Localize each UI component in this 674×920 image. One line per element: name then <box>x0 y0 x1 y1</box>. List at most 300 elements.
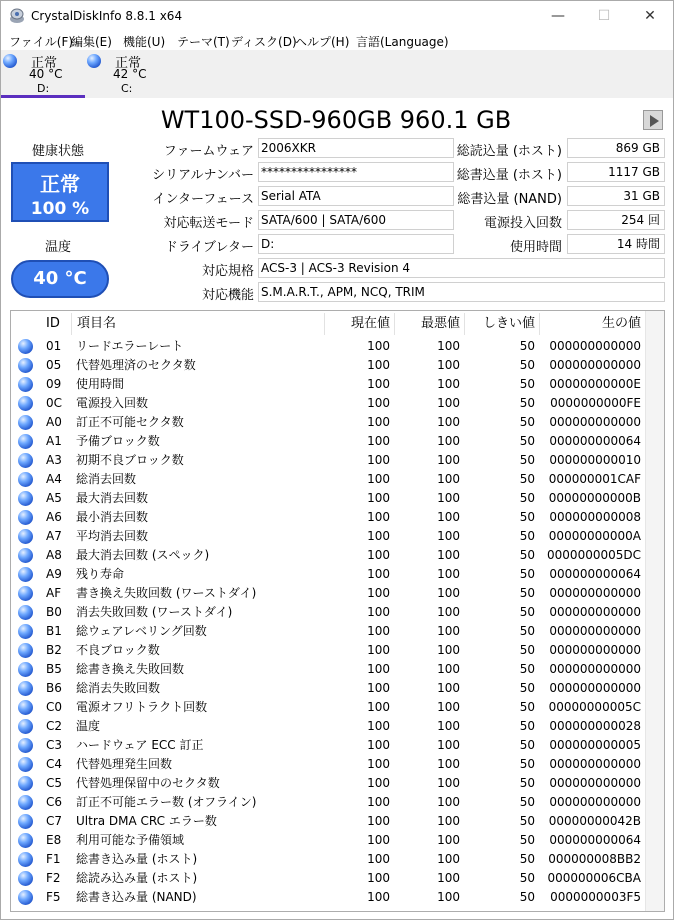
menu-help[interactable]: ヘルプ(H) <box>295 35 350 49</box>
attribute-id: A4 <box>46 472 62 486</box>
table-row[interactable] <box>11 394 665 413</box>
status-good-icon <box>18 700 33 715</box>
attribute-name: 最大消去回数 <box>76 491 149 505</box>
attribute-id: 09 <box>46 377 62 391</box>
table-row[interactable] <box>11 375 665 394</box>
minimize-button[interactable] <box>535 1 581 31</box>
table-row[interactable] <box>11 717 665 736</box>
table-row[interactable] <box>11 774 665 793</box>
status-good-icon <box>18 624 33 639</box>
table-row[interactable] <box>11 508 665 527</box>
worst-value: 100 <box>437 453 460 467</box>
attribute-name: 予備ブロック数 <box>76 434 160 448</box>
status-good-icon <box>18 757 33 772</box>
current-value: 100 <box>367 776 390 790</box>
current-value: 100 <box>367 453 390 467</box>
threshold-value: 50 <box>519 491 535 505</box>
attribute-name: 総読み込み量 (ホスト) <box>76 871 198 885</box>
features-label: 対応機能 <box>201 288 254 303</box>
current-value: 100 <box>367 719 390 733</box>
window-title: CrystalDiskInfo 8.8.1 x64 <box>31 9 183 23</box>
attribute-name: 最小消去回数 <box>76 510 149 524</box>
menu-bar <box>0 30 674 50</box>
raw-value: 00000000000B <box>548 491 641 505</box>
current-value: 100 <box>367 358 390 372</box>
attribute-name: 訂正不可能エラー数 (オフライン) <box>76 795 257 809</box>
attribute-id: B0 <box>46 605 62 619</box>
table-row[interactable] <box>11 869 665 888</box>
status-good-icon <box>18 871 33 886</box>
raw-value: 000000000000 <box>549 757 641 771</box>
attribute-name: 利用可能な予備領域 <box>76 833 185 847</box>
current-value: 100 <box>367 586 390 600</box>
status-good-icon <box>18 548 33 563</box>
nand-writes-value: 31 GB <box>567 186 665 206</box>
table-row[interactable] <box>11 565 665 584</box>
drive-letter: C: <box>121 82 133 95</box>
table-row[interactable] <box>11 641 665 660</box>
worst-value: 100 <box>437 434 460 448</box>
current-value: 100 <box>367 833 390 847</box>
header-current[interactable]: 現在値 <box>324 313 394 335</box>
status-good-icon <box>18 605 33 620</box>
table-row[interactable] <box>11 850 665 869</box>
serial-label: シリアルナンバー <box>152 168 254 183</box>
current-value: 100 <box>367 643 390 657</box>
worst-value: 100 <box>437 852 460 866</box>
header-worst[interactable]: 最悪値 <box>394 313 464 335</box>
status-good-icon <box>87 54 101 68</box>
table-row[interactable] <box>11 470 665 489</box>
attribute-name: 総書き込み量 (ホスト) <box>76 852 198 866</box>
table-row[interactable] <box>11 584 665 603</box>
status-good-icon <box>18 738 33 753</box>
menu-function[interactable]: 機能(U) <box>123 35 166 49</box>
status-good-icon <box>18 776 33 791</box>
threshold-value: 50 <box>519 453 535 467</box>
status-good-icon <box>18 567 33 582</box>
attribute-id: A8 <box>46 548 62 562</box>
raw-value: 000000000064 <box>549 833 641 847</box>
status-good-icon <box>18 719 33 734</box>
attribute-id: C2 <box>46 719 63 733</box>
worst-value: 100 <box>437 415 460 429</box>
current-value: 100 <box>367 567 390 581</box>
status-good-icon <box>18 510 33 525</box>
raw-value: 000000000000 <box>549 339 641 353</box>
attribute-id: A5 <box>46 491 62 505</box>
attribute-id: A9 <box>46 567 62 581</box>
transfer-label: 対応転送モード <box>163 216 254 231</box>
attribute-name: 訂正不可能セクタ数 <box>76 415 184 429</box>
menu-file[interactable]: ファイル(F) <box>9 35 74 49</box>
raw-value: 000000000028 <box>549 719 641 733</box>
power-on-count-value: 254 回 <box>567 210 665 230</box>
attribute-id: C7 <box>46 814 63 828</box>
attribute-name: 電源投入回数 <box>76 396 149 410</box>
threshold-value: 50 <box>519 548 535 562</box>
raw-value: 000000000000 <box>549 358 641 372</box>
worst-value: 100 <box>437 833 460 847</box>
worst-value: 100 <box>437 643 460 657</box>
threshold-value: 50 <box>519 567 535 581</box>
threshold-value: 50 <box>519 795 535 809</box>
raw-value: 00000000005C <box>548 700 641 714</box>
status-good-icon <box>18 833 33 848</box>
worst-value: 100 <box>437 662 460 676</box>
current-value: 100 <box>367 491 390 505</box>
raw-value: 000000006CBA <box>547 871 641 885</box>
raw-value: 000000000010 <box>549 453 641 467</box>
drive-temp: 42 °C <box>113 67 147 81</box>
current-value: 100 <box>367 852 390 866</box>
attribute-name: 書き換え失敗回数 (ワーストダイ) <box>76 586 257 600</box>
attribute-name: Ultra DMA CRC エラー数 <box>76 814 217 828</box>
status-good-icon <box>18 890 33 905</box>
attribute-id: A7 <box>46 529 62 543</box>
attribute-name: 総消去回数 <box>76 472 137 486</box>
attribute-id: 0C <box>46 396 63 410</box>
worst-value: 100 <box>437 339 460 353</box>
attribute-id: A1 <box>46 434 62 448</box>
attribute-name: 最大消去回数 (スペック) <box>76 548 210 562</box>
menu-language[interactable]: 言語(Language) <box>356 35 449 49</box>
status-good-icon <box>3 54 17 68</box>
firmware-value: 2006XKR <box>258 138 454 158</box>
current-value: 100 <box>367 757 390 771</box>
attribute-id: A3 <box>46 453 62 467</box>
current-value: 100 <box>367 396 390 410</box>
menu-edit[interactable]: 編集(E) <box>71 35 112 49</box>
threshold-value: 50 <box>519 339 535 353</box>
header-id[interactable]: ID <box>46 316 60 331</box>
table-row[interactable] <box>11 755 665 774</box>
attribute-id: 01 <box>46 339 62 353</box>
drive-status: 正常 <box>31 56 58 71</box>
status-good-icon <box>18 795 33 810</box>
health-percent: 100 % <box>30 199 90 219</box>
table-row[interactable] <box>11 888 665 907</box>
close-button[interactable] <box>627 1 673 31</box>
attribute-id: B1 <box>46 624 62 638</box>
attribute-id: F1 <box>46 852 61 866</box>
drive-tab-bar <box>0 50 674 98</box>
raw-value: 000000000005 <box>549 738 641 752</box>
attribute-name: 総ウェアレベリング回数 <box>76 624 207 638</box>
table-row[interactable] <box>11 603 665 622</box>
raw-value: 000000000000 <box>549 415 641 429</box>
current-value: 100 <box>367 662 390 676</box>
attribute-id: F2 <box>46 871 61 885</box>
attribute-name: 不良ブロック数 <box>76 643 160 657</box>
table-row[interactable] <box>11 527 665 546</box>
header-name[interactable]: 項目名 <box>71 313 323 335</box>
standard-value: ACS-3 | ACS-3 Revision 4 <box>258 258 665 278</box>
host-writes-label: 総書込量 (ホスト) <box>456 168 562 183</box>
threshold-value: 50 <box>519 529 535 543</box>
worst-value: 100 <box>437 681 460 695</box>
table-row[interactable] <box>11 622 665 641</box>
status-good-icon <box>18 586 33 601</box>
power-on-count-label: 電源投入回数 <box>483 216 562 231</box>
current-value: 100 <box>367 700 390 714</box>
raw-value: 000000000064 <box>549 434 641 448</box>
power-on-hours-label: 使用時間 <box>509 240 562 255</box>
current-value: 100 <box>367 434 390 448</box>
attribute-name: 総消去失敗回数 <box>76 681 161 695</box>
raw-value: 000000000064 <box>549 567 641 581</box>
app-icon <box>9 8 25 24</box>
attribute-id: B2 <box>46 643 62 657</box>
worst-value: 100 <box>437 491 460 505</box>
raw-value: 000000000000 <box>549 586 641 600</box>
attribute-name: 消去失敗回数 (ワーストダイ) <box>76 605 233 619</box>
table-row[interactable] <box>11 489 665 508</box>
worst-value: 100 <box>437 548 460 562</box>
drive-letter: D: <box>37 82 50 95</box>
raw-value: 0000000003F5 <box>550 890 641 904</box>
maximize-button[interactable] <box>581 1 627 31</box>
worst-value: 100 <box>437 719 460 733</box>
table-row[interactable] <box>11 698 665 717</box>
worst-value: 100 <box>437 567 460 581</box>
threshold-value: 50 <box>519 852 535 866</box>
worst-value: 100 <box>437 700 460 714</box>
attribute-name: 初期不良ブロック数 <box>76 453 184 467</box>
smart-table[interactable] <box>10 310 665 912</box>
table-row[interactable] <box>11 451 665 470</box>
current-value: 100 <box>367 472 390 486</box>
worst-value: 100 <box>437 586 460 600</box>
worst-value: 100 <box>437 396 460 410</box>
threshold-value: 50 <box>519 681 535 695</box>
status-good-icon <box>18 358 33 373</box>
table-row[interactable] <box>11 793 665 812</box>
attribute-id: C3 <box>46 738 63 752</box>
attribute-id: 05 <box>46 358 62 372</box>
transfer-value: SATA/600 | SATA/600 <box>258 210 454 230</box>
worst-value: 100 <box>437 472 460 486</box>
worst-value: 100 <box>437 624 460 638</box>
worst-value: 100 <box>437 890 460 904</box>
minimize-icon: — <box>551 8 565 24</box>
threshold-value: 50 <box>519 738 535 752</box>
next-drive-button[interactable] <box>643 110 663 130</box>
main-panel <box>0 98 674 920</box>
threshold-value: 50 <box>519 757 535 771</box>
worst-value: 100 <box>437 605 460 619</box>
firmware-label: ファームウェア <box>163 144 254 159</box>
host-reads-value: 869 GB <box>567 138 665 158</box>
table-row[interactable] <box>11 660 665 679</box>
threshold-value: 50 <box>519 358 535 372</box>
current-value: 100 <box>367 529 390 543</box>
threshold-value: 50 <box>519 833 535 847</box>
health-status-button[interactable] <box>11 162 109 222</box>
current-value: 100 <box>367 814 390 828</box>
worst-value: 100 <box>437 738 460 752</box>
maximize-icon: ☐ <box>597 8 611 24</box>
attribute-id: A0 <box>46 415 62 429</box>
health-status: 正常 <box>40 172 80 196</box>
raw-value: 00000000000E <box>549 377 641 391</box>
threshold-value: 50 <box>519 434 535 448</box>
current-value: 100 <box>367 548 390 562</box>
raw-value: 00000000000A <box>548 529 641 543</box>
worst-value: 100 <box>437 529 460 543</box>
attribute-id: B5 <box>46 662 62 676</box>
worst-value: 100 <box>437 377 460 391</box>
status-good-icon <box>18 491 33 506</box>
drive-tab-d[interactable] <box>1 50 85 98</box>
current-value: 100 <box>367 624 390 638</box>
worst-value: 100 <box>437 510 460 524</box>
threshold-value: 50 <box>519 586 535 600</box>
raw-value: 000000001CAF <box>548 472 641 486</box>
table-row[interactable] <box>11 679 665 698</box>
attribute-name: 代替処理済のセクタ数 <box>76 358 196 372</box>
current-value: 100 <box>367 738 390 752</box>
nand-writes-label: 総書込量 (NAND) <box>457 192 562 207</box>
table-row[interactable] <box>11 432 665 451</box>
header-raw[interactable]: 生の値 <box>539 313 645 335</box>
raw-value: 000000000000 <box>549 795 641 809</box>
worst-value: 100 <box>437 814 460 828</box>
current-value: 100 <box>367 681 390 695</box>
status-good-icon <box>18 852 33 867</box>
status-good-icon <box>18 529 33 544</box>
worst-value: 100 <box>437 776 460 790</box>
attribute-id: AF <box>46 586 62 600</box>
raw-value: 000000000000 <box>549 681 641 695</box>
status-good-icon <box>18 643 33 658</box>
attribute-id: A6 <box>46 510 62 524</box>
status-good-icon <box>18 396 33 411</box>
table-row[interactable] <box>11 546 665 565</box>
raw-value: 000000000000 <box>549 605 641 619</box>
status-good-icon <box>18 662 33 677</box>
attribute-name: 総書き込み量 (NAND) <box>76 890 197 904</box>
raw-value: 000000000000 <box>549 662 641 676</box>
threshold-value: 50 <box>519 719 535 733</box>
menu-theme[interactable]: テーマ(T) <box>177 35 230 49</box>
raw-value: 0000000000FE <box>550 396 641 410</box>
threshold-value: 50 <box>519 605 535 619</box>
status-good-icon <box>18 814 33 829</box>
features-value: S.M.A.R.T., APM, NCQ, TRIM <box>258 282 665 302</box>
worst-value: 100 <box>437 871 460 885</box>
attribute-name: 残り寿命 <box>76 567 125 581</box>
power-on-hours-value: 14 時間 <box>567 234 665 254</box>
table-row[interactable] <box>11 413 665 432</box>
threshold-value: 50 <box>519 396 535 410</box>
drive-temp: 40 °C <box>29 67 63 81</box>
threshold-value: 50 <box>519 643 535 657</box>
standard-label: 対応規格 <box>201 264 254 279</box>
threshold-value: 50 <box>519 377 535 391</box>
current-value: 100 <box>367 377 390 391</box>
worst-value: 100 <box>437 757 460 771</box>
raw-value: 000000000008 <box>549 510 641 524</box>
threshold-value: 50 <box>519 814 535 828</box>
interface-label: インターフェース <box>152 192 254 207</box>
status-good-icon <box>18 339 33 354</box>
attribute-name: ハードウェア ECC 訂正 <box>76 738 204 752</box>
raw-value: 00000000042B <box>548 814 641 828</box>
current-value: 100 <box>367 795 390 809</box>
health-label: 健康状態 <box>31 144 84 159</box>
attribute-name: 平均消去回数 <box>76 529 149 543</box>
drive-letter-value: D: <box>258 234 454 254</box>
table-row[interactable] <box>11 356 665 375</box>
host-writes-value: 1117 GB <box>567 162 665 182</box>
table-row[interactable] <box>11 337 665 356</box>
interface-value: Serial ATA <box>258 186 454 206</box>
drive-tab-c[interactable] <box>85 50 169 98</box>
status-good-icon <box>18 415 33 430</box>
attribute-id: C6 <box>46 795 63 809</box>
drive-status: 正常 <box>115 56 142 71</box>
current-value: 100 <box>367 339 390 353</box>
menu-disk[interactable]: ディスク(D) <box>231 35 297 49</box>
attribute-id: C0 <box>46 700 63 714</box>
current-value: 100 <box>367 871 390 885</box>
temperature-button[interactable]: 40 °C <box>11 260 109 298</box>
attribute-name: 代替処理発生回数 <box>76 757 173 771</box>
table-row[interactable] <box>11 736 665 755</box>
smart-table-header <box>11 313 665 335</box>
attribute-id: E8 <box>46 833 62 847</box>
header-threshold[interactable]: しきい値 <box>464 313 539 335</box>
current-value: 100 <box>367 890 390 904</box>
current-value: 100 <box>367 510 390 524</box>
threshold-value: 50 <box>519 662 535 676</box>
drive-letter-label: ドライブレター <box>164 240 254 255</box>
title-bar <box>0 0 674 30</box>
threshold-value: 50 <box>519 624 535 638</box>
attribute-name: 総書き換え失敗回数 <box>76 662 185 676</box>
status-good-icon <box>18 377 33 392</box>
attribute-id: C4 <box>46 757 63 771</box>
raw-value: 000000008BB2 <box>548 852 641 866</box>
temperature-label: 温度 <box>44 240 71 255</box>
raw-value: 000000000000 <box>549 643 641 657</box>
status-good-icon <box>18 472 33 487</box>
raw-value: 000000000000 <box>549 624 641 638</box>
attribute-name: 電源オフリトラクト回数 <box>76 700 208 714</box>
close-icon: ✕ <box>644 8 656 24</box>
threshold-value: 50 <box>519 776 535 790</box>
threshold-value: 50 <box>519 510 535 524</box>
raw-value: 0000000005DC <box>547 548 641 562</box>
table-row[interactable] <box>11 812 665 831</box>
threshold-value: 50 <box>519 472 535 486</box>
raw-value: 000000000000 <box>549 776 641 790</box>
status-good-icon <box>18 453 33 468</box>
attribute-name: 代替処理保留中のセクタ数 <box>76 776 220 790</box>
current-value: 100 <box>367 605 390 619</box>
host-reads-label: 総読込量 (ホスト) <box>456 144 562 159</box>
worst-value: 100 <box>437 358 460 372</box>
threshold-value: 50 <box>519 890 535 904</box>
table-row[interactable] <box>11 831 665 850</box>
threshold-value: 50 <box>519 871 535 885</box>
status-good-icon <box>18 434 33 449</box>
model-title: WT100-SSD-960GB 960.1 GB <box>160 106 512 134</box>
threshold-value: 50 <box>519 415 535 429</box>
attribute-id: F5 <box>46 890 61 904</box>
attribute-name: 温度 <box>76 719 101 733</box>
